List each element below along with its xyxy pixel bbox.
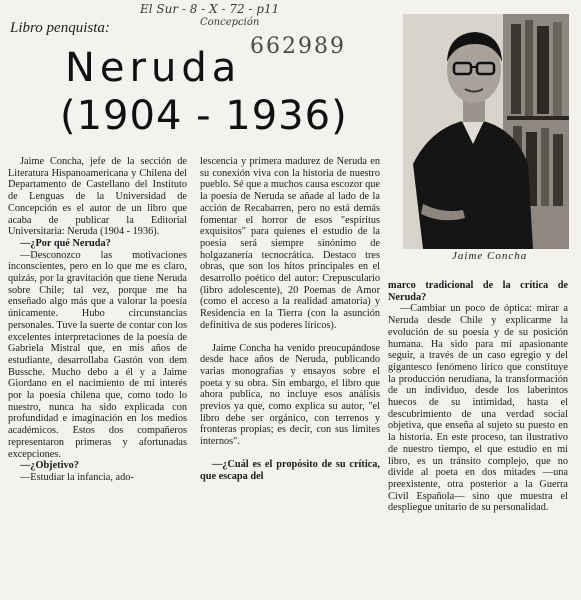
handwritten-place-note: Concepción [200, 17, 260, 28]
interview-question: —¿Por qué Neruda? [20, 237, 111, 249]
paragraph: lescencia y primera madurez de Neruda en su conexión viva con la historia de nuestro pueblo. Sé que a muchos causa escozor que la poesía de Neruda se añade al lado de la acción de Recabarren, pero no está demás fomentar el horror de esos "espíritus exquisitos" para quienes el estudio de la poesía será siempre sinónimo de holgazanería tecnocrática. Destaco tres obras, que son los hitos principales en el desarrollo poético del autor: Crepusculario (libro adolescente), 20 Poemas de Amor (como el acceso a la realidad amatoria) y Residencia en la Tierra (con la asunción definitiva de sus poderes líricos). [200, 156, 380, 331]
article-title: Neruda [65, 45, 242, 91]
article-column-2 [200, 156, 380, 596]
article-subtitle-years: (1904 - 1936) [60, 93, 348, 139]
interview-question: —¿Cuál es el propósito de su crítica, que escapa del [200, 458, 380, 482]
paragraph: —Estudiar la infancia, ado- [20, 471, 134, 483]
handwritten-date-note: El Sur - 8 - X - 72 - p11 [140, 2, 280, 16]
author-photo [403, 14, 569, 249]
interview-question: —¿Objetivo? [20, 460, 79, 472]
paragraph: Jaime Concha, jefe de la sección de Literatura Hispanoamericana y Chilena del Departamento de Castellano del Instituto de Lenguas de la Universidad de Concepción es el autor de un libro que acaba de publicar la Editorial Universitaria: Neruda (1904 - 1936). [8, 156, 187, 238]
paragraph: Jaime Concha ha venido preocupándose desde hace años de Neruda, publicando varias monografías y ensayos sobre el poeta y su obra. Sin embargo, el libro que ahora publica, no incluye esos análisis previos ya que, como explica su autor, "el libro debe ser orgánico, con terrenos y fronteras propias; es decir, con sus límites internos". [200, 342, 380, 448]
article-column-1 [8, 156, 187, 596]
handwritten-number: 662989 [250, 34, 346, 59]
photo-caption: Jaime Concha [452, 250, 528, 262]
kicker-label: Libro penquista: [10, 20, 110, 36]
paragraph: —Desconozco las motivaciones inconscientes, pero en lo que me es claro, quizás, por la gravitación que tiene Neruda sobre Chile; tal vez, porque me ha enseñado algo más que a valorar la poesía únicamente. Hubo circunstancias personales. Tuve la suerte de contar con los excelentes interpretaciones de la poesía de Gabriela Mistral que, en mis años de estudiante, desarrollaba Gastón von dem Bussche. Mucho debo a él y a Jaime Giordano en el nacimiento de mi interés por la poesía chilena que, como todo lo nuestro, nunca ha sido explicada con profundidad e imaginación en los medios académicos. Estos dos compañeros representaron primeras y afortunadas excepciones. [8, 249, 187, 460]
interview-question: marco tradicional de la crítica de Neruda? [388, 280, 568, 303]
author-portrait-image [403, 14, 569, 249]
article-column-3 [388, 280, 568, 596]
paragraph: —Cambiar un poco de óptica: mirar a Neruda desde Chile y explicarme la evolución de su poesía y de su posición humana. Ha sido para mí apasionante seguir, a través de un caso egregio y del gigantesco fenómeno lírico que constituye la producción nerudiana, la transformación de un individuo, desde los laberintos huecos de su intimidad, hasta el descubrimiento de una verdad social objetiva, que enseña al sujeto su puesto en la historia. En este proceso, tan ilustrativo de nuestro tiempo, el que estudio en mi libro, es un tránsito complejo, que no divide al poeta en dos mitades —una preexistente, otra posterior a la Guerra Civil Española— sino que muestra el despliegue unitario de su personalidad. [388, 303, 568, 514]
